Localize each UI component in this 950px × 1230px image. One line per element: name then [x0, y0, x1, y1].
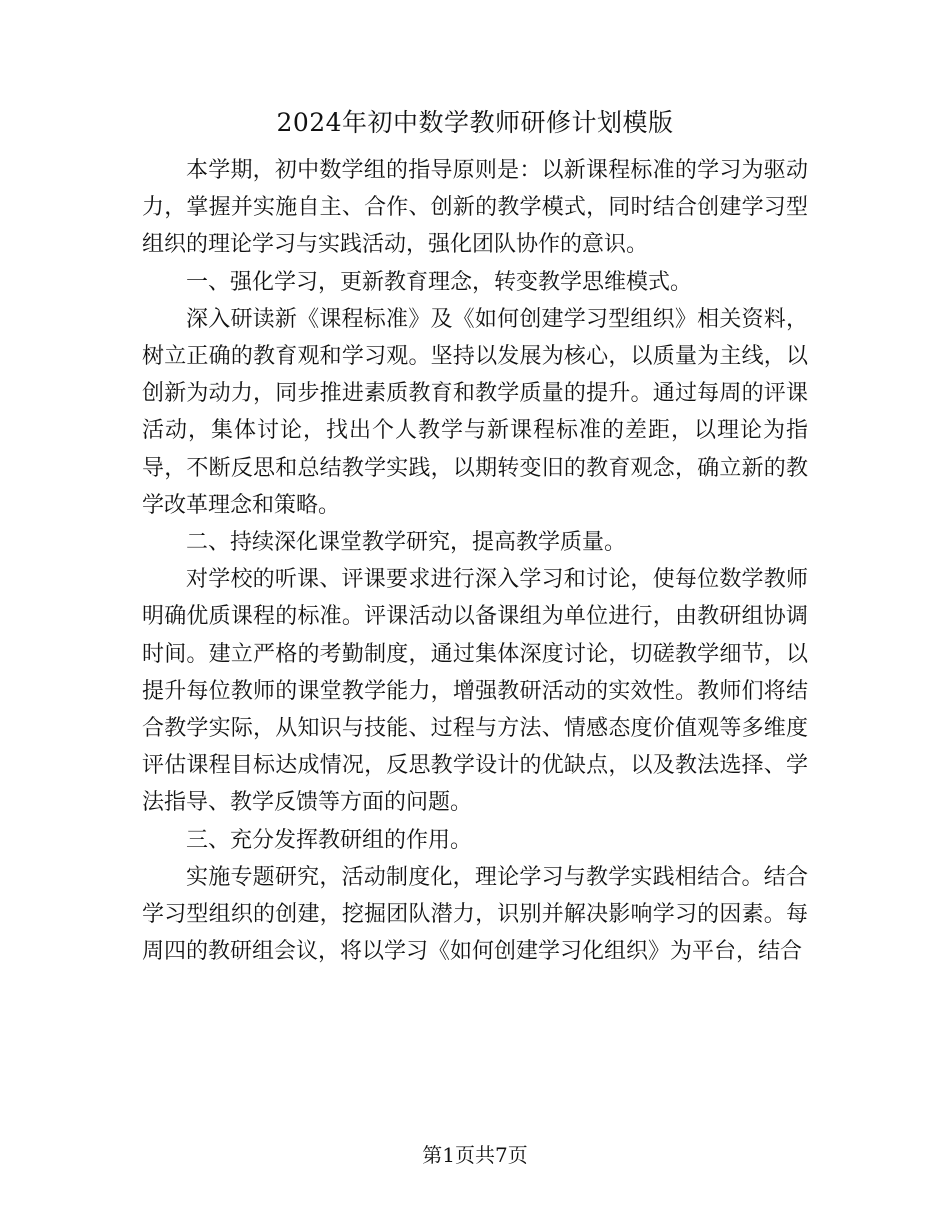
- page-number: 第1页共7页: [422, 1143, 528, 1167]
- section-heading-1: 一、强化学习，更新教育理念，转变教学思维模式。: [186, 269, 693, 295]
- paragraph-section-1: 深入研读新《课程标准》及《如何创建学习型组织》相关资料，树立正确的教育观和学习观。坚持以发展为核心，以质量为主线，以创新为动力，同步推进素质教育和教学质量的提升。通过每周的评课活动，集体讨论，找出个人教学与新课程标准的差距，以理论为指导，不断反思和总结教学实践，以期转变旧的教育观念，确立新的教学改革理念和策略。: [142, 306, 808, 518]
- paragraph-section-2: 对学校的听课、评课要求进行深入学习和讨论，使每位数学教师明确优质课程的标准。评课活动以备课组为单位进行，由教研组协调时间。建立严格的考勤制度，通过集体深度讨论，切磋教学细节，以提升每位教师的课堂教学能力，增强教研活动的实效性。教师们将结合教学实际，从知识与技能、过程与方法、情感态度价值观等多维度评估课程目标达成情况，反思教学设计的优缺点，以及教法选择、学法指导、教学反馈等方面的问题。: [142, 567, 808, 816]
- section-heading-3: 三、充分发挥教研组的作用。: [186, 827, 473, 853]
- section-heading-2: 二、持续深化课堂教学研究，提高教学质量。: [186, 530, 627, 556]
- document-body: [142, 152, 808, 970]
- document-title: 2024年初中数学教师研修计划模版: [276, 108, 674, 137]
- paragraph-section-3: 实施专题研究，活动制度化，理论学习与教学实践相结合。结合学习型组织的创建，挖掘团队潜力，识别并解决影响学习的因素。每周四的教研组会议，将以学习《如何创建学习化组织》为平台，结合: [142, 864, 808, 965]
- paragraph-intro: 本学期，初中数学组的指导原则是：以新课程标准的学习为驱动力，掌握并实施自主、合作、创新的教学模式，同时结合创建学习型组织的理论学习与实践活动，强化团队协作的意识。: [142, 158, 808, 258]
